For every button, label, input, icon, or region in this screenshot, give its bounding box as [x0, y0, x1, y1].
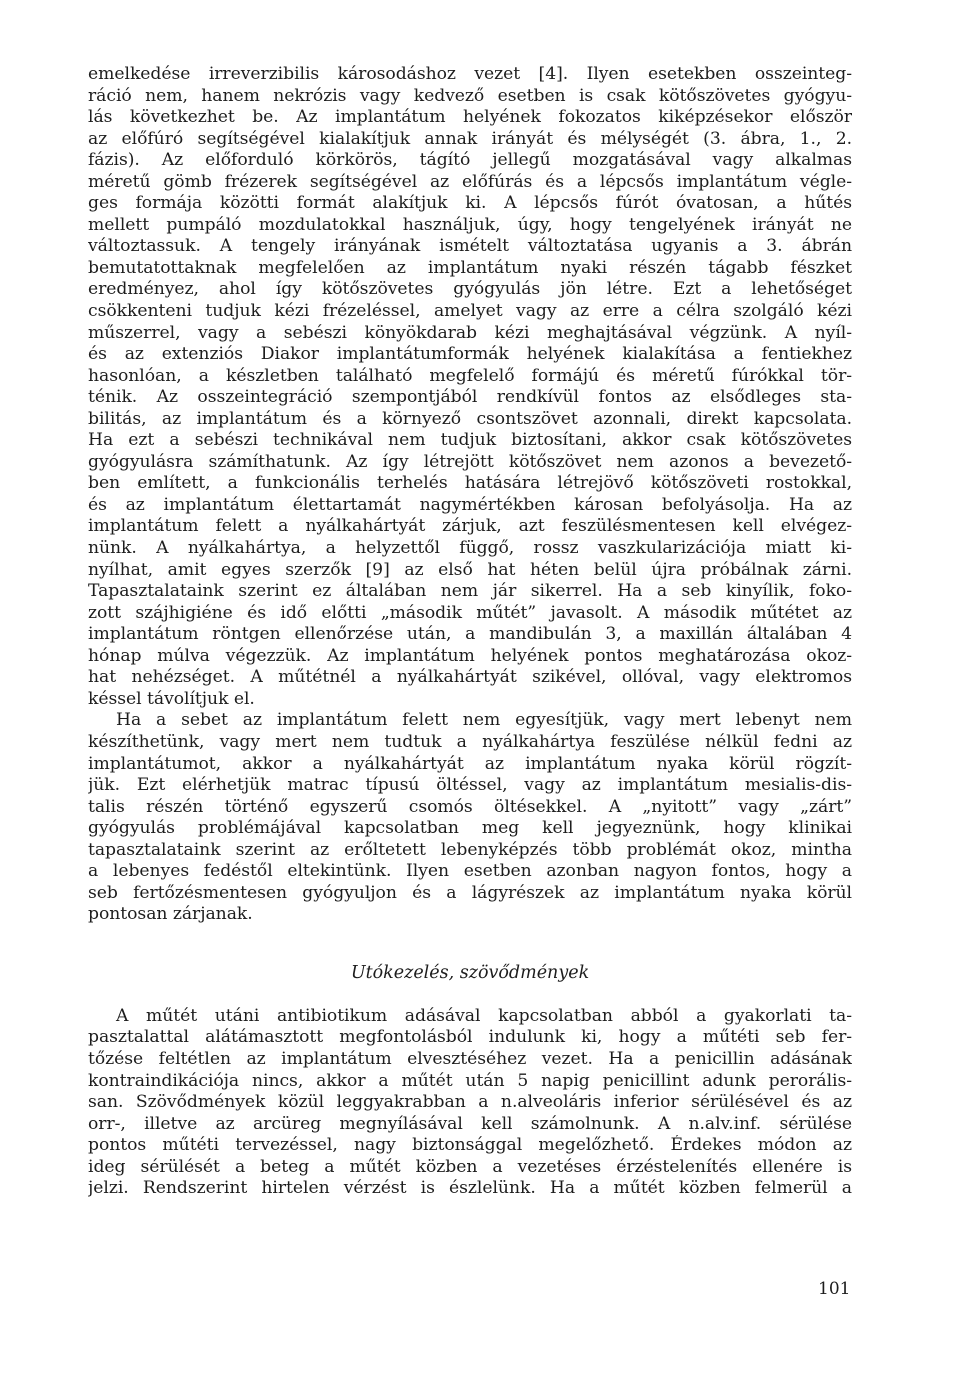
text-line: Tapasztalataink szerint ez általában nem jár sikerrel. Ha a seb kinyílik, foko-	[88, 581, 852, 602]
text-line: kontraindikációja nincs, akkor a műtét után 5 napig penicillint adunk perorális-	[88, 1070, 852, 1091]
text-line: A műtét utáni antibiotikum adásával kapcsolatban abból a gyakorlati ta-	[116, 1005, 852, 1026]
text-line: implantátumot, akkor a nyálkahártyát az implantátum nyaka körül rögzít-	[88, 753, 852, 774]
text-line: fázis). Az előforduló körkörös, tágító jellegű mozgatásával vagy alkalmas	[88, 150, 852, 171]
text-line: az előfúró segítségével kialakítjuk annak irányát és mélységét (3. ábra, 1., 2.	[88, 128, 852, 149]
text-line: nünk. A nyálkahártya, a helyzettől függő, rossz vaszkularizációja miatt ki-	[88, 538, 852, 559]
text-line: készíthetünk, vagy mert nem tudtuk a nyálkahártya feszülése nélkül fedni az	[88, 731, 852, 752]
text-line: ideg sérülését a beteg a műtét közben a vezetéses érzéstelenítés ellenére is	[88, 1156, 852, 1177]
text-line: és az extenziós Diakor implantátumformák helyének kialakítása a fentiekhez	[88, 344, 852, 365]
text-line: a lebenyes fedéstől eltekintünk. Ilyen esetben azonban nagyon fontos, hogy a	[88, 861, 852, 882]
text-line: jelzi. Rendszerint hirtelen vérzést is észlelünk. Ha a műtét közben felmerül a	[88, 1178, 852, 1199]
paragraph-2	[88, 710, 852, 925]
text-line: bemutatottaknak megfelelően az implantátum nyaki részén tágabb fészket	[88, 257, 852, 278]
text-line: jük. Ezt elérhetjük matrac típusú öltéssel, vagy az implantátum mesialis-dis-	[88, 775, 852, 796]
text-line: méretű gömb frézerek segítségével az előfúrás és a lépcsős implantátum végle-	[88, 171, 852, 192]
text-line: műszerrel, vagy a sebészi könyökdarab kézi meghajtásával végzünk. A nyíl-	[88, 322, 852, 343]
text-line: gyógyulásra számíthatunk. Az így létrejött kötőszövet nem azonos a bevezető-	[88, 451, 852, 472]
text-line: tapasztalataink szerint az erőltetett lebenyképzés több problémát okoz, mintha	[88, 839, 852, 860]
text-line: csökkenteni tudjuk kézi frézeléssel, amelyet vagy az erre a célra szolgáló kézi	[88, 301, 852, 322]
paragraph-1	[88, 64, 852, 710]
text-line: változtassuk. A tengely irányának ismételt változtatása ugyanis a 3. ábrán	[88, 236, 852, 257]
text-line: bilitás, az implantátum és a környező csontszövet azonnali, direkt kapcsolata.	[88, 408, 852, 429]
text-line: implantátum röntgen ellenőrzése után, a mandibulán 3, a maxillán általában 4	[88, 624, 852, 645]
text-line: san. Szövődmények közül leggyakrabban a n.alveoláris inferior sérülésével és az	[88, 1092, 852, 1113]
text-line: késsel távolítjuk el.	[88, 688, 255, 709]
text-line: talis részén történő egyszerű csomós öltésekkel. A „nyitott” vagy „zárt”	[88, 796, 852, 817]
text-line: ben említett, a funkcionális terhelés hatására létrejövő kötőszöveti rostokkal,	[88, 473, 852, 494]
text-line: eredményez, ahol így kötőszövetes gyógyulás jön létre. Ezt a lehetőséget	[88, 279, 852, 300]
text-line: nyílhat, amit egyes szerzők [9] az első hat héten belül újra próbálnak zárni.	[88, 559, 852, 580]
text-line: pontos műtéti tervezéssel, nagy biztonsággal megelőzhető. Érdekes módon az	[88, 1135, 852, 1156]
page-body	[88, 64, 852, 1200]
text-line: orr-, illetve az arcüreg megnyílásával kell számolnunk. A n.alv.inf. sérülése	[88, 1113, 852, 1134]
text-line: hasonlóan, a készletben található megfelelő formájú és méretű fúrókkal tör-	[88, 365, 852, 386]
text-line: Ha a sebet az implantátum felett nem egyesítjük, vagy mert lebenyt nem	[116, 710, 852, 731]
text-line: pasztalattal alátámasztott megfontolásból indulunk ki, hogy a műtéti seb fer-	[88, 1027, 852, 1048]
text-line: zott szájhigiéne és idő előtti „második műtét” javasolt. A második műtétet az	[88, 602, 852, 623]
text-line: ténik. Az osszeintegráció szempontjából rendkívül fontos az elsődleges sta-	[88, 387, 852, 408]
text-line: tőzése feltétlen az implantátum elvesztéséhez vezet. Ha a penicillin adásának	[88, 1048, 852, 1069]
text-line: seb fertőzésmentesen gyógyuljon és a lágyrészek az implantátum nyaka körül	[88, 882, 852, 903]
text-line: emelkedése irreverzibilis károsodáshoz vezet [4]. Ilyen esetekben osszeinteg-	[88, 64, 852, 84]
text-line: hónap múlva végezzük. Az implantátum helyének pontos meghatározása okoz-	[88, 645, 852, 666]
text-line: gyógyulás problémájával kapcsolatban meg kell jegyeznünk, hogy klinikai	[88, 818, 852, 839]
text-line: ráció nem, hanem nekrózis vagy kedvező esetben is csak kötőszövetes gyógyu-	[88, 85, 852, 106]
text-line: ges formája közötti formát alakítjuk ki. A lépcsős fúrót óvatosan, a hűtés	[88, 193, 852, 214]
text-line: Ha ezt a sebészi technikával nem tudjuk biztosítani, akkor csak kötőszövetes	[88, 430, 852, 451]
paragraph-3	[88, 1006, 852, 1200]
section-heading: Utókezelés, szövődmények	[350, 962, 590, 983]
page-number: 101	[818, 1279, 851, 1299]
text-line: és az implantátum élettartamát nagymértékben károsan befolyásolja. Ha az	[88, 494, 852, 515]
text-line: hat nehézséget. A műtétnél a nyálkahártyát szikével, ollóval, vagy elektromos	[88, 667, 852, 688]
text-line: pontosan zárjanak.	[88, 904, 253, 925]
text-line: lás következhet be. Az implantátum helyének fokozatos kiképzésekor először	[88, 107, 852, 128]
text-line: implantátum felett a nyálkahártyát zárjuk, azt feszülésmentesen kell elvégez-	[88, 516, 852, 537]
text-line: mellett pumpáló mozdulatokkal használjuk, úgy, hogy tengelyének irányát ne	[88, 214, 852, 235]
